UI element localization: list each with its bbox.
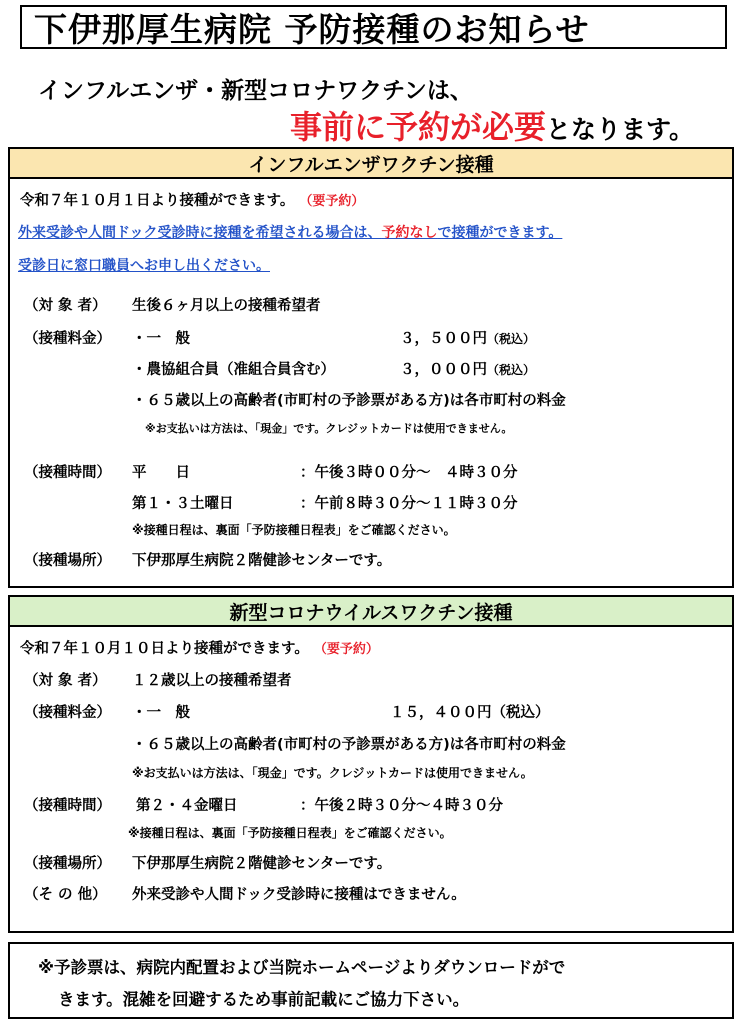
influenza-fee2-amount: ３，０００円: [400, 362, 487, 378]
intro-line-1: インフルエンザ・新型コロナワクチンは、: [38, 78, 473, 104]
covid-sched-note: ※接種日程は、裏面「予防接種日程表」をご確認ください。: [128, 826, 452, 840]
influenza-time2-day: 第１・３土曜日: [132, 496, 234, 512]
covid-other-label: （そ の 他）: [24, 887, 107, 903]
influenza-target: 生後６ヶ月以上の接種希望者: [132, 298, 321, 314]
influenza-start: 令和７年１０月１日より接種ができます。: [20, 193, 295, 209]
influenza-target-label: （対 象 者）: [24, 298, 107, 314]
covid-target-label: （対 象 者）: [24, 673, 107, 689]
intro-line-2: [290, 102, 694, 148]
influenza-walkin-note: [18, 222, 562, 242]
covid-place: 下伊那厚生病院２階健診センターです。: [132, 856, 392, 872]
influenza-note-b: で接種ができます。: [437, 225, 563, 241]
covid-section: [8, 595, 734, 933]
covid-pay-note: ※お支払いは方法は、「現金」です。クレジットカードは使用できません。: [132, 766, 533, 780]
influenza-section: [8, 147, 734, 588]
influenza-time1: ：午後３時００分～ ４時３０分: [300, 465, 518, 481]
influenza-fee1-amount-line: [400, 327, 535, 348]
influenza-reserve: （要予約）: [299, 194, 365, 209]
covid-target: １２歳以上の接種希望者: [132, 673, 292, 689]
footer-line-2: きます。混雑を回避するため事前記載にご協力下さい。: [58, 990, 470, 1009]
influenza-start-line: [20, 189, 364, 210]
influenza-note-a: 外来受診や人間ドック受診時に接種を希望される場合は、: [18, 225, 382, 241]
influenza-fee2-amount-line: [400, 358, 535, 379]
influenza-note-2: 受診日に窓口職員へお申し出ください。: [18, 258, 270, 274]
influenza-fee3: ・６５歳以上の高齢者(市町村の予診票がある方)は各市町村の料金: [132, 393, 566, 409]
influenza-sched-note: ※接種日程は、裏面「予防接種日程表」をご確認ください。: [132, 523, 456, 537]
influenza-place-label: （接種場所）: [24, 553, 111, 569]
influenza-place: 下伊那厚生病院２階健診センターです。: [132, 553, 392, 569]
influenza-pay-note: ※お支払いは方法は、「現金」です。クレジットカードは使用できません。: [145, 422, 513, 435]
covid-fee-label: （接種料金）: [24, 705, 111, 721]
covid-header: 新型コロナウイルスワクチン接種: [10, 597, 732, 627]
covid-time-label: （接種時間）: [24, 798, 111, 814]
influenza-time1-day: 平 日: [132, 465, 190, 481]
page-title-text: 下伊那厚生病院 予防接種のお知らせ: [34, 9, 590, 49]
covid-place-label: （接種場所）: [24, 856, 111, 872]
footer-note-box: [8, 942, 734, 1019]
influenza-header: インフルエンザワクチン接種: [10, 149, 732, 179]
influenza-time2: ：午前８時３０分～１１時３０分: [300, 496, 518, 512]
covid-time1: ：午後２時３０分～４時３０分: [300, 798, 503, 814]
intro-required-text: 事前に予約が必要: [290, 108, 547, 146]
influenza-fee1-name: ・一 般: [132, 331, 190, 347]
covid-start-line: [20, 637, 379, 658]
covid-fee1-name: ・一 般: [132, 705, 190, 721]
covid-start: 令和７年１０月１０日より接種ができます。: [20, 641, 309, 657]
covid-time1-day: 第２・４金曜日: [136, 798, 238, 814]
influenza-note-red: 予約なし: [381, 225, 438, 241]
influenza-time-label: （接種時間）: [24, 465, 111, 481]
page-title: [20, 5, 727, 49]
covid-reserve: （要予約）: [313, 642, 379, 657]
influenza-fee-label: （接種料金）: [24, 331, 111, 347]
influenza-fee1-tax: （税込）: [487, 332, 536, 346]
covid-other: 外来受診や人間ドック受診時に接種はできません。: [132, 887, 466, 903]
footer-line-1: ※予診票は、病院内配置および当院ホームページよりダウンロードがで: [38, 958, 566, 977]
influenza-fee2-tax: （税込）: [487, 363, 536, 377]
influenza-fee1-amount: ３，５００円: [400, 331, 487, 347]
influenza-fee2-name: ・農協組合員（准組合員含む）: [132, 362, 335, 378]
covid-fee2: ・６５歳以上の高齢者(市町村の予診票がある方)は各市町村の料金: [132, 737, 566, 753]
covid-fee1-amount: １５，４００円（税込）: [390, 705, 550, 721]
intro-rest-text: となります。: [546, 115, 695, 144]
